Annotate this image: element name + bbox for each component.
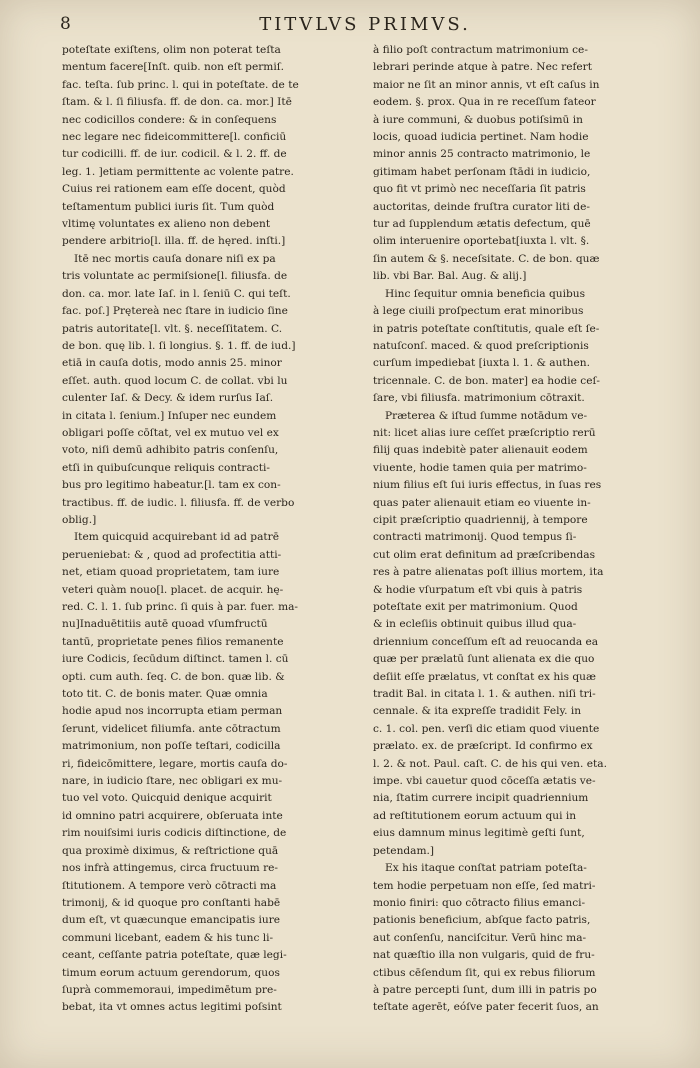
text-line: fac. poſ.] Prętereà nec ſtare in iudicio ſine bbox=[62, 305, 288, 318]
text-line: etiā in cauſa dotis, modo annis 25. minor bbox=[62, 357, 282, 370]
text-line: matrimonium, non poſſe teſtari, codicilla bbox=[62, 740, 281, 753]
text-line: quas pater alienauit etiam eo viuente in- bbox=[373, 496, 591, 509]
text-line: ſin autem & §. neceſsitate. C. de bon. quæ bbox=[373, 252, 600, 265]
text-line: tantū, proprietate penes filios remanente bbox=[62, 635, 284, 648]
text-line: perueniebat: & , quod ad profectitia atti- bbox=[62, 548, 282, 561]
text-line: net, etiam quoad proprietatem, tam iure bbox=[62, 566, 280, 579]
text-line: cennale. & ita expreſſe tradidit Fely. in bbox=[373, 705, 582, 718]
text-line: ad reſtitutionem eorum actuum qui in bbox=[373, 809, 577, 822]
text-line: ſerunt, videlicet filiumfa. ante cōtractum bbox=[62, 722, 281, 735]
text-line: c. 1. col. pen. verſi dic etiam quod viuente bbox=[373, 722, 600, 735]
text-line: prælato. ex. de præſcript. Id confirmo ex bbox=[373, 740, 593, 753]
text-line: minor annis 25 contracto matrimonio, le bbox=[373, 148, 591, 161]
text-line: petendam.] bbox=[373, 844, 435, 857]
text-line: qua proximè diximus, & reſtrictione quā bbox=[62, 844, 279, 857]
text-line: pationis beneficium, abſque facto patris, bbox=[373, 914, 591, 927]
text-line: id omnino patri acquirere, obſeruata inte bbox=[62, 809, 283, 822]
text-line: in citata l. ſenium.] Inſuper nec eundem bbox=[62, 409, 277, 422]
text-line: & in ecleſiis obtinuit quibus illud qua- bbox=[373, 618, 577, 631]
text-line: à iure communi, & duobus potiſsimū in bbox=[373, 113, 583, 126]
text-line: filij quas indebitè pater alienauit eodem bbox=[373, 444, 588, 457]
text-line: iure Codicis, ſecūdum diſtinct. tamen l. cū bbox=[62, 653, 289, 666]
text-line: poteſtate exiſtens, olim non poterat teſta bbox=[62, 44, 281, 56]
text-line: nu]Inaduētitiis autē quoad vſumfructū bbox=[62, 618, 268, 631]
text-line: hodie apud nos incorrupta etiam perman bbox=[62, 705, 283, 718]
text-line: Hinc ſequitur omnia beneficia quibus bbox=[385, 287, 586, 300]
text-line: tricennale. C. de bon. mater] ea hodie ceſ- bbox=[373, 374, 600, 387]
text-line: viuente, hodie tamen quia per matrimo- bbox=[373, 461, 587, 474]
text-line: nit: licet alias iure ceſſet præſcriptio rerū bbox=[373, 426, 596, 439]
text-line: eius damnum minus legitimè geſti ſunt, bbox=[373, 827, 585, 840]
text-line: fac. teſta. ſub princ. l. qui in poteſtate. de te bbox=[62, 78, 299, 91]
text-line: tur ad ſupplendum ætatis defectum, quē bbox=[373, 218, 591, 231]
text-line: don. ca. mor. late Iaſ. in l. ſeniū C. qui teſt. bbox=[62, 287, 291, 300]
text-line: pendere arbitrio[l. illa. ff. de hęred. inſti.] bbox=[62, 235, 286, 248]
text-line: etſi in quibuſcunque reliquis contracti- bbox=[62, 461, 270, 474]
text-line: cut olim erat definitum ad præſcribendas bbox=[373, 548, 596, 561]
text-line: driennium conceſſum eſt ad reuocanda ea bbox=[373, 635, 599, 648]
text-line: veteri quàm nouo[l. placet. de acquir. hę- bbox=[62, 583, 284, 596]
text-line: res à patre alienatas poſt illius mortem, ita bbox=[373, 566, 604, 579]
text-line: opti. cum auth. ſeq. C. de bon. quæ lib. & bbox=[62, 670, 285, 683]
text-line: rim nouiſsimi iuris codicis diſtinctione, de bbox=[62, 827, 287, 840]
text-line: teſtate agerēt, eóſve pater fecerit ſuos, an bbox=[373, 1001, 599, 1014]
text-line: mentum facere[Inſt. quib. non eſt permiſ. bbox=[62, 61, 285, 74]
text-line: timum eorum actuum gerendorum, quos bbox=[62, 966, 280, 979]
text-line: obligari poſſe cōſtat, vel ex mutuo vel ex bbox=[62, 426, 279, 439]
text-line: Præterea & iſtud ſumme notādum ve- bbox=[385, 409, 588, 422]
text-line: maior ne ſit an minor annis, vt eſt caſus in bbox=[373, 78, 600, 91]
text-line: communi licebant, eadem & his tunc li- bbox=[62, 931, 274, 944]
text-line: ctibus cēſendum ſit, qui ex rebus filiorum bbox=[373, 966, 596, 979]
text-line: nos infrà attingemus, circa fructuum re- bbox=[62, 862, 278, 875]
text-line: bebat, ita vt omnes actus legitimi poſsint bbox=[62, 1001, 282, 1014]
text-line: nec legare nec fideicommittere[l. conficiū bbox=[62, 131, 287, 144]
text-line: & hodie vſurpatum eſt vbi quis à patris bbox=[373, 583, 583, 596]
text-line: bus pro legitimo habeatur.[l. tam ex con- bbox=[62, 479, 281, 492]
running-title: TITVLVS PRIMVS. bbox=[259, 14, 471, 35]
text-line: auctoritas, deinde fruſtra curator liti de- bbox=[373, 200, 590, 213]
text-line: Item quicquid acquirebant id ad patrē bbox=[74, 531, 280, 544]
text-line: in patris poteſtate conſtitutis, quale eſt ſe- bbox=[373, 322, 600, 335]
text-line: ſtitutionem. A tempore verò cōtracti ma bbox=[62, 879, 277, 892]
text-line: leg. 1. ]etiam permittente ac volente patre. bbox=[62, 165, 294, 178]
text-line: ſtam. & l. ſi filiusfa. ff. de don. ca. mor.] Itē bbox=[62, 96, 292, 109]
text-line: aut conſenſu, nanciſcitur. Verū hinc ma- bbox=[373, 931, 587, 944]
text-line: ri, fideicōmittere, legare, mortis cauſa do- bbox=[62, 757, 288, 770]
text-line: impe. vbi cauetur quod cōceſſa ætatis ve- bbox=[373, 775, 596, 788]
text-line: tris voluntate ac permiſsione[l. filiusfa. de bbox=[62, 270, 288, 283]
text-line: à patre percepti ſunt, dum illi in patris po bbox=[373, 983, 597, 996]
text-line: de bon. quę lib. l. ſi longius. §. 1. ff. de iud.] bbox=[62, 339, 296, 352]
text-line: eodem. §. prox. Qua in re receſſum fateor bbox=[373, 96, 596, 109]
text-line: lebrari perinde atque à patre. Nec refert bbox=[373, 61, 592, 74]
text-line: ſuprà commemoraui, impedimētum pre- bbox=[62, 983, 277, 996]
text-line: cipit præſcriptio quadriennij, à tempore bbox=[373, 513, 588, 526]
text-line: tradit Bal. in citata l. 1. & authen. niſi tri- bbox=[373, 688, 596, 701]
text-line: lib. vbi Bar. Bal. Aug. & alij.] bbox=[373, 270, 527, 283]
text-line: quæ per prælatū ſunt alienata ex die quo bbox=[373, 653, 595, 666]
text-line: tuo vel voto. Quicquid denique acquirit bbox=[62, 792, 272, 805]
text-line: nat quæſtio illa non vulgaris, quid de fru- bbox=[373, 949, 595, 962]
text-line: locis, quoad iudicia pertinet. Nam hodie bbox=[373, 131, 589, 144]
text-line: tem hodie perpetuam non eſſe, ſed matri- bbox=[373, 879, 596, 892]
text-line: deſiit eſſe prælatus, vt conſtat ex his quæ bbox=[373, 670, 596, 683]
text-line: curſum impediebat [iuxta l. 1. & authen. bbox=[373, 357, 590, 370]
text-line: olim interuenire oportebat[iuxta l. vlt. §. bbox=[373, 235, 590, 248]
text-line: l. 2. & not. Paul. caſt. C. de his qui ven. eta. bbox=[373, 757, 607, 770]
text-line: tractibus. ff. de iudic. l. filiusfa. ff. de verbo bbox=[62, 496, 295, 509]
right-text-column bbox=[373, 42, 673, 1017]
text-line: natuſconſ. maced. & quod preſcriptionis bbox=[373, 339, 589, 352]
text-line: trimonij, & id quoque pro conſtanti habē bbox=[62, 896, 281, 909]
text-line: dum eſt, vt quæcunque emancipatis iure bbox=[62, 914, 281, 927]
text-line: contracti matrimonij. Quod tempus ſi- bbox=[373, 531, 577, 544]
text-line: voto, niſi demū adhibito patris conſenſu, bbox=[62, 444, 279, 457]
text-line: à lege ciuili proſpectum erat minoribus bbox=[373, 305, 584, 318]
text-line: nia, ſtatim currere incipit quadriennium bbox=[373, 792, 589, 805]
text-line: tur codicilli. ff. de iur. codicil. & l. 2. ff. de bbox=[62, 148, 287, 161]
page-header bbox=[60, 10, 670, 40]
text-line: ceant, ceſſante patria poteſtate, quæ legi- bbox=[62, 949, 287, 962]
text-line: quo fit vt primò nec neceſſaria ſit patris bbox=[373, 183, 586, 196]
page-number: 8 bbox=[60, 14, 71, 34]
text-line: vltimę voluntates ex alieno non debent bbox=[62, 218, 271, 231]
text-line: poteſtate exit per matrimonium. Quod bbox=[373, 601, 578, 613]
text-line: nare, in iudicio ſtare, nec obligari ex mu- bbox=[62, 775, 283, 788]
text-line: Cuius rei rationem eam eſſe docent, quòd bbox=[62, 183, 286, 196]
text-line: oblig.] bbox=[62, 513, 97, 526]
left-text-column bbox=[62, 42, 358, 1017]
text-line: à filio poſt contractum matrimonium ce- bbox=[373, 44, 588, 56]
text-line: eſſet. auth. quod locum C. de collat. vbi lu bbox=[62, 374, 288, 387]
text-line: nium filius eſt ſui iuris effectus, in ſuas res bbox=[373, 479, 602, 492]
text-line: teſtamentum publici iuris ſit. Tum quòd bbox=[62, 200, 275, 213]
text-line: nec codicillos condere: & in conſequens bbox=[62, 113, 277, 126]
text-line: monio finiri: quo cōtracto filius emanci- bbox=[373, 896, 586, 909]
text-line: toto tit. C. de bonis mater. Quæ omnia bbox=[62, 688, 268, 701]
text-line: red. C. l. 1. ſub princ. ſi quis à par. fuer. ma- bbox=[62, 601, 299, 613]
text-line: gitimam habet perſonam ſtādi in iudicio, bbox=[373, 165, 591, 178]
text-line: patris autoritate[l. vlt. §. neceſſitatem. C. bbox=[62, 322, 283, 335]
text-line: ſare, vbi filiusfa. matrimonium cōtraxit. bbox=[373, 392, 585, 405]
text-line: Ex his itaque conſtat patriam poteſta- bbox=[385, 862, 587, 875]
text-line: Itē nec mortis cauſa donare niſi ex pa bbox=[74, 252, 276, 265]
text-line: culenter Iaſ. & Decy. & idem rurſus Iaſ. bbox=[62, 392, 274, 405]
